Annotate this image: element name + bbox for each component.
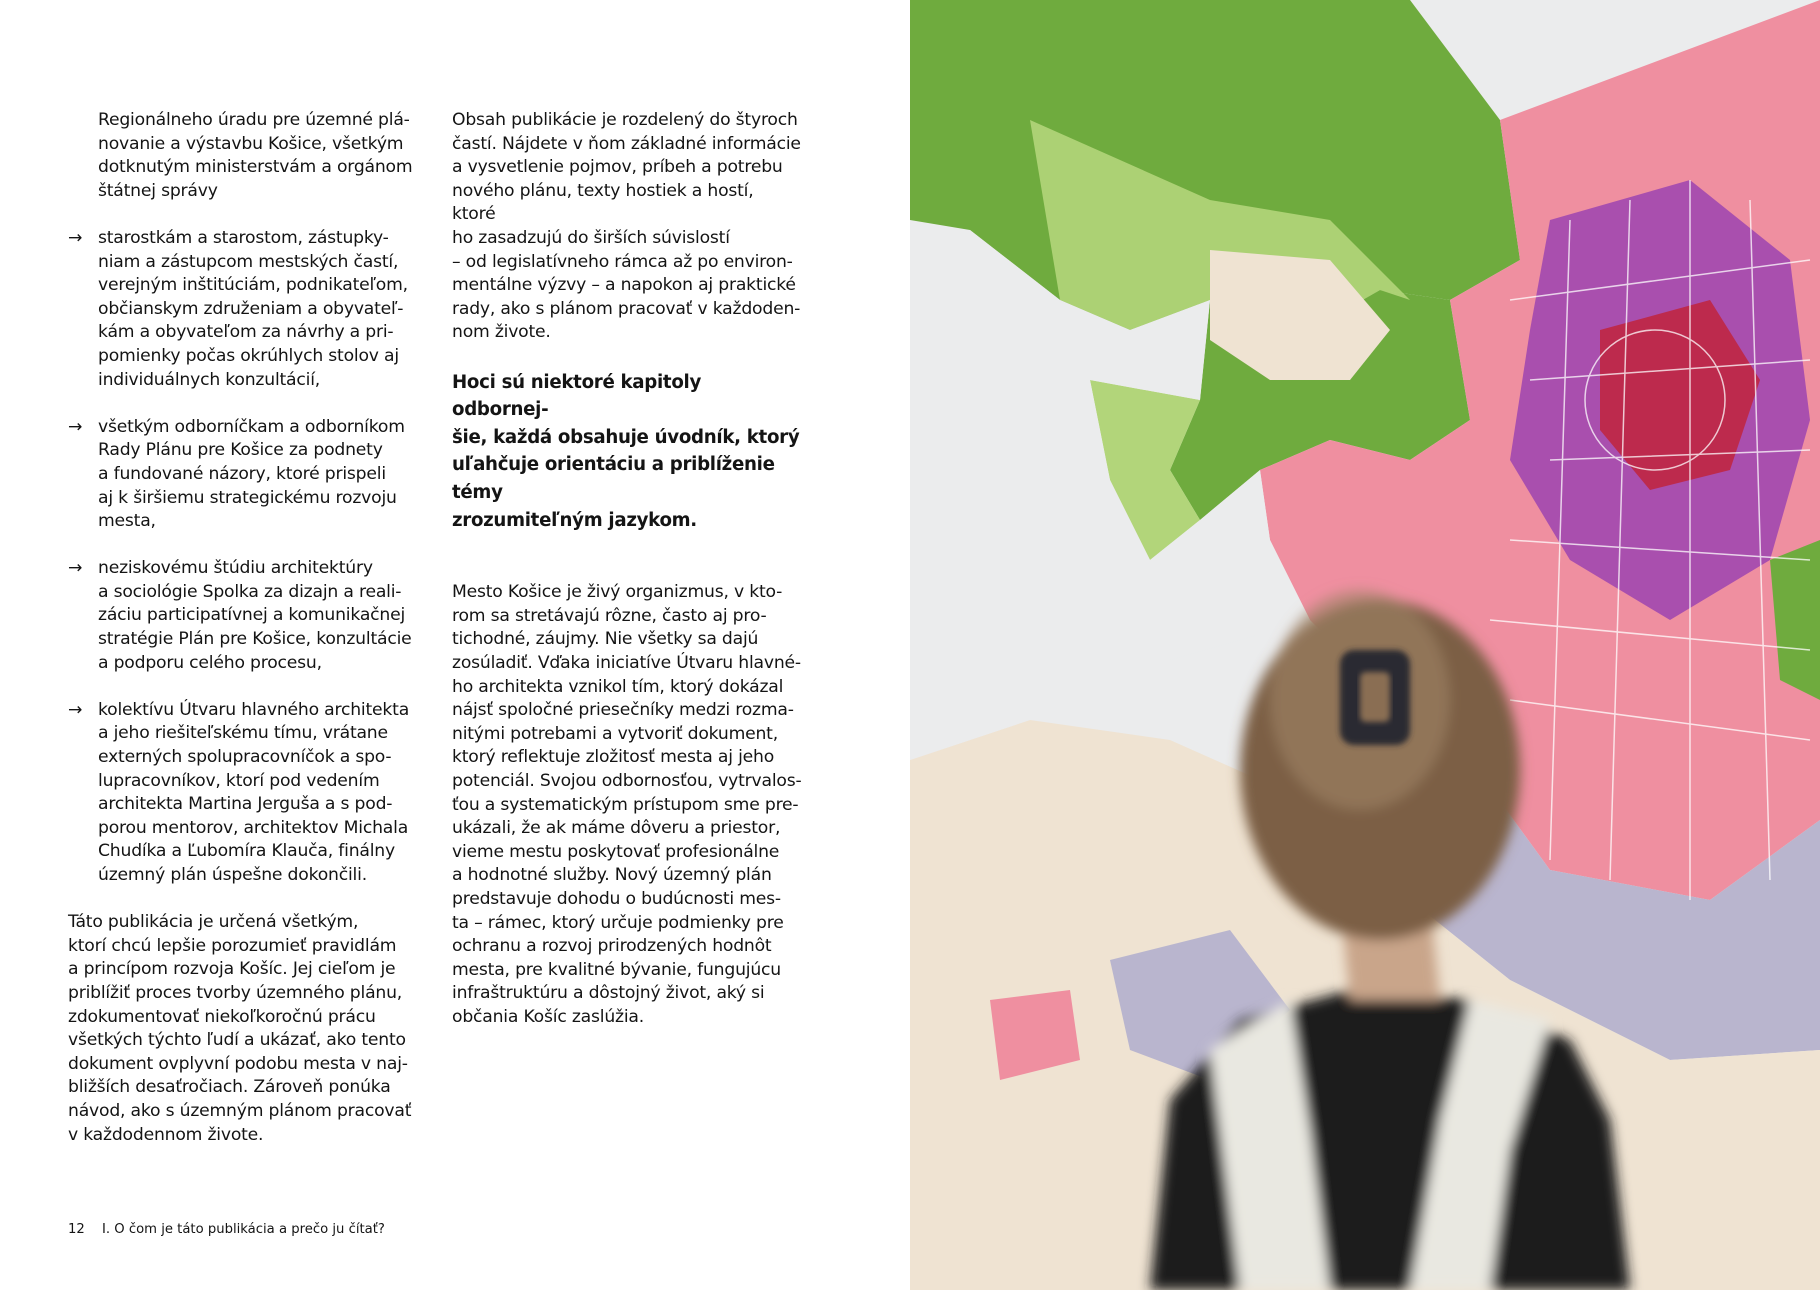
text-line: priblížiť proces tvorby územného plánu,	[68, 982, 403, 1003]
text-line: nájsť spoločné priesečníky medzi rozma-	[452, 700, 794, 721]
text-line: ochranu a rozvoj prirodzených hodnôt	[452, 936, 772, 957]
text-line: tichodné, záujmy. Nie všetky sa dajú	[452, 629, 759, 650]
text-line: vieme mestu poskytovať profesionálne	[452, 841, 780, 862]
text-line: zdokumentovať niekoľkoročnú prácu	[68, 1006, 376, 1027]
text-line: ktorí chcú lepšie porozumieť pravidlám	[68, 935, 397, 956]
chapter-title: I. O čom je táto publikácia a prečo ju čítať?	[102, 1222, 385, 1237]
hair-clip-inner	[1360, 672, 1390, 722]
text-line: dotknutým ministerstvám a orgánom	[98, 157, 413, 178]
map-photo-illustration	[910, 0, 1820, 1290]
text-line: aj k širšiemu strategickému rozvoju	[98, 487, 397, 508]
arrow-icon: →	[68, 227, 83, 248]
text-line: častí. Nájdete v ňom základné informácie	[452, 133, 801, 154]
text-line: občania Košíc zaslúžia.	[452, 1006, 645, 1027]
text-line: lupracovníkov, ktorí pod vedením	[98, 770, 380, 791]
text-line: verejným inštitúciám, podnikateľom,	[98, 275, 408, 296]
text-line: občianskym združeniam a obyvateľ-	[98, 298, 404, 319]
text-line: porou mentorov, architektov Michala	[98, 817, 409, 838]
text-line: všetkých týchto ľudí a ukázať, ako tento	[68, 1030, 406, 1051]
text-line: Hoci sú niektoré kapitoly odbornej-	[452, 371, 702, 421]
text-line: zrozumiteľným jazykom.	[452, 509, 697, 531]
text-line: a jeho riešiteľskému tímu, vrátane	[98, 723, 388, 744]
text-line: pomienky počas okrúhlych stolov aj	[98, 345, 399, 366]
text-line: externých spolupracovníčok a spo-	[98, 747, 392, 768]
text-line: a podporu celého procesu,	[98, 652, 322, 673]
right-text-column	[452, 109, 802, 1030]
text-line: Chudíka a Ľubomíra Klauča, finálny	[98, 841, 395, 862]
text-line: dokument ovplyvní podobu mesta v naj-	[68, 1053, 408, 1074]
text-line: Obsah publikácie je rozdelený do štyroch	[452, 110, 798, 130]
page-number: 12	[68, 1222, 85, 1237]
list-item	[68, 699, 418, 888]
text-line: a princípom rozvoja Košíc. Jej cieľom je	[68, 959, 396, 980]
text-line: starostkám a starostom, zástupky-	[98, 227, 389, 248]
text-line: mentálne výzvy – a napokon aj praktické	[452, 275, 796, 296]
text-line: potenciál. Svojou odbornosťou, vytrvalos-	[452, 771, 802, 792]
text-line: – od legislatívneho rámca až po environ-	[452, 251, 793, 272]
left-text-column	[68, 109, 418, 1147]
text-line: infraštruktúru a dôstojný život, aký si	[452, 983, 765, 1004]
arrow-icon: →	[68, 699, 83, 720]
text-line: a hodnotné služby. Nový územný plán	[452, 865, 772, 886]
text-line: nitými potrebami a vytvoriť dokument,	[452, 723, 778, 744]
text-line: ho zasadzujú do širších súvislostí	[452, 227, 730, 248]
text-line: návod, ako s územným plánom pracovať	[68, 1100, 412, 1121]
closing-paragraph	[68, 911, 418, 1147]
text-line: stratégie Plán pre Košice, konzultácie	[98, 629, 412, 650]
text-line: Regionálneho úradu pre územné plá-	[98, 110, 410, 130]
text-line: uľahčuje orientáciu a priblíženie témy	[452, 454, 775, 503]
text-line: nom živote.	[452, 322, 551, 343]
contents-paragraph	[452, 109, 802, 345]
text-line: novanie a výstavbu Košice, všetkým	[98, 133, 404, 154]
text-line: všetkým odborníčkam a odborníkom	[98, 416, 405, 437]
list-item	[68, 227, 418, 392]
text-line: ta – rámec, ktorý určuje podmienky pre	[452, 912, 784, 933]
text-line: a vysvetlenie pojmov, príbeh a potrebu	[452, 157, 783, 178]
text-line: kolektívu Útvaru hlavného architekta	[98, 699, 410, 720]
text-line: kám a obyvateľom za návrhy a pri-	[98, 322, 394, 343]
intro-paragraph	[68, 109, 418, 203]
text-line: rom sa stretávajú rôzne, často aj pro-	[452, 605, 767, 626]
text-line: štátnej správy	[98, 180, 218, 201]
text-line: nového plánu, texty hostiek a hostí, ktoré	[452, 180, 754, 225]
text-line: v každodennom živote.	[68, 1124, 264, 1145]
photo-woman-viewing-map	[910, 0, 1820, 1290]
text-line: rady, ako s plánom pracovať v každoden-	[452, 298, 801, 319]
text-line: niam a zástupcom mestských častí,	[98, 251, 399, 272]
text-line: mesta, pre kvalitné bývanie, fungujúcu	[452, 959, 781, 980]
text-line: a sociológie Spolka za dizajn a reali-	[98, 581, 402, 602]
text-line: predstavuje dohodu o budúcnosti mes-	[452, 889, 781, 909]
text-line: ťou a systematickým prístupom sme pre-	[452, 794, 799, 815]
text-line: ho architekta vznikol tím, ktorý dokázal	[452, 676, 784, 697]
text-line: územný plán úspešne dokončili.	[98, 865, 367, 885]
page-footer	[68, 1222, 385, 1237]
text-line: individuálnych konzultácií,	[98, 369, 321, 390]
text-line: ktorý reflektuje zložitosť mesta aj jeho	[452, 747, 775, 768]
text-line: Táto publikácia je určená všetkým,	[68, 912, 359, 933]
text-line: záciu participatívnej a komunikačnej	[98, 605, 406, 626]
text-line: zosúladiť. Vďaka iniciatíve Útvaru hlavné-	[452, 653, 801, 674]
text-line: bližších desaťročiach. Zároveň ponúka	[68, 1077, 391, 1098]
text-line: ukázali, že ak máme dôveru a priestor,	[452, 818, 781, 839]
text-line: a fundované názory, ktoré prispeli	[98, 463, 386, 484]
text-line: architekta Martina Jerguša a s pod-	[98, 794, 393, 815]
text-line: Rady Plánu pre Košice za podnety	[98, 440, 383, 461]
text-line: mesta,	[98, 511, 156, 532]
text-line: šie, každá obsahuje úvodník, ktorý	[452, 426, 800, 448]
arrow-icon: →	[68, 558, 83, 579]
acknowledgement-list	[68, 227, 418, 888]
arrow-icon: →	[68, 416, 83, 437]
list-item	[68, 557, 418, 675]
city-paragraph	[452, 581, 802, 1029]
highlight-paragraph	[452, 369, 802, 535]
text-line: Mesto Košice je živý organizmus, v kto-	[452, 582, 783, 603]
list-item	[68, 416, 418, 534]
text-line: neziskovému štúdiu architektúry	[98, 558, 373, 579]
